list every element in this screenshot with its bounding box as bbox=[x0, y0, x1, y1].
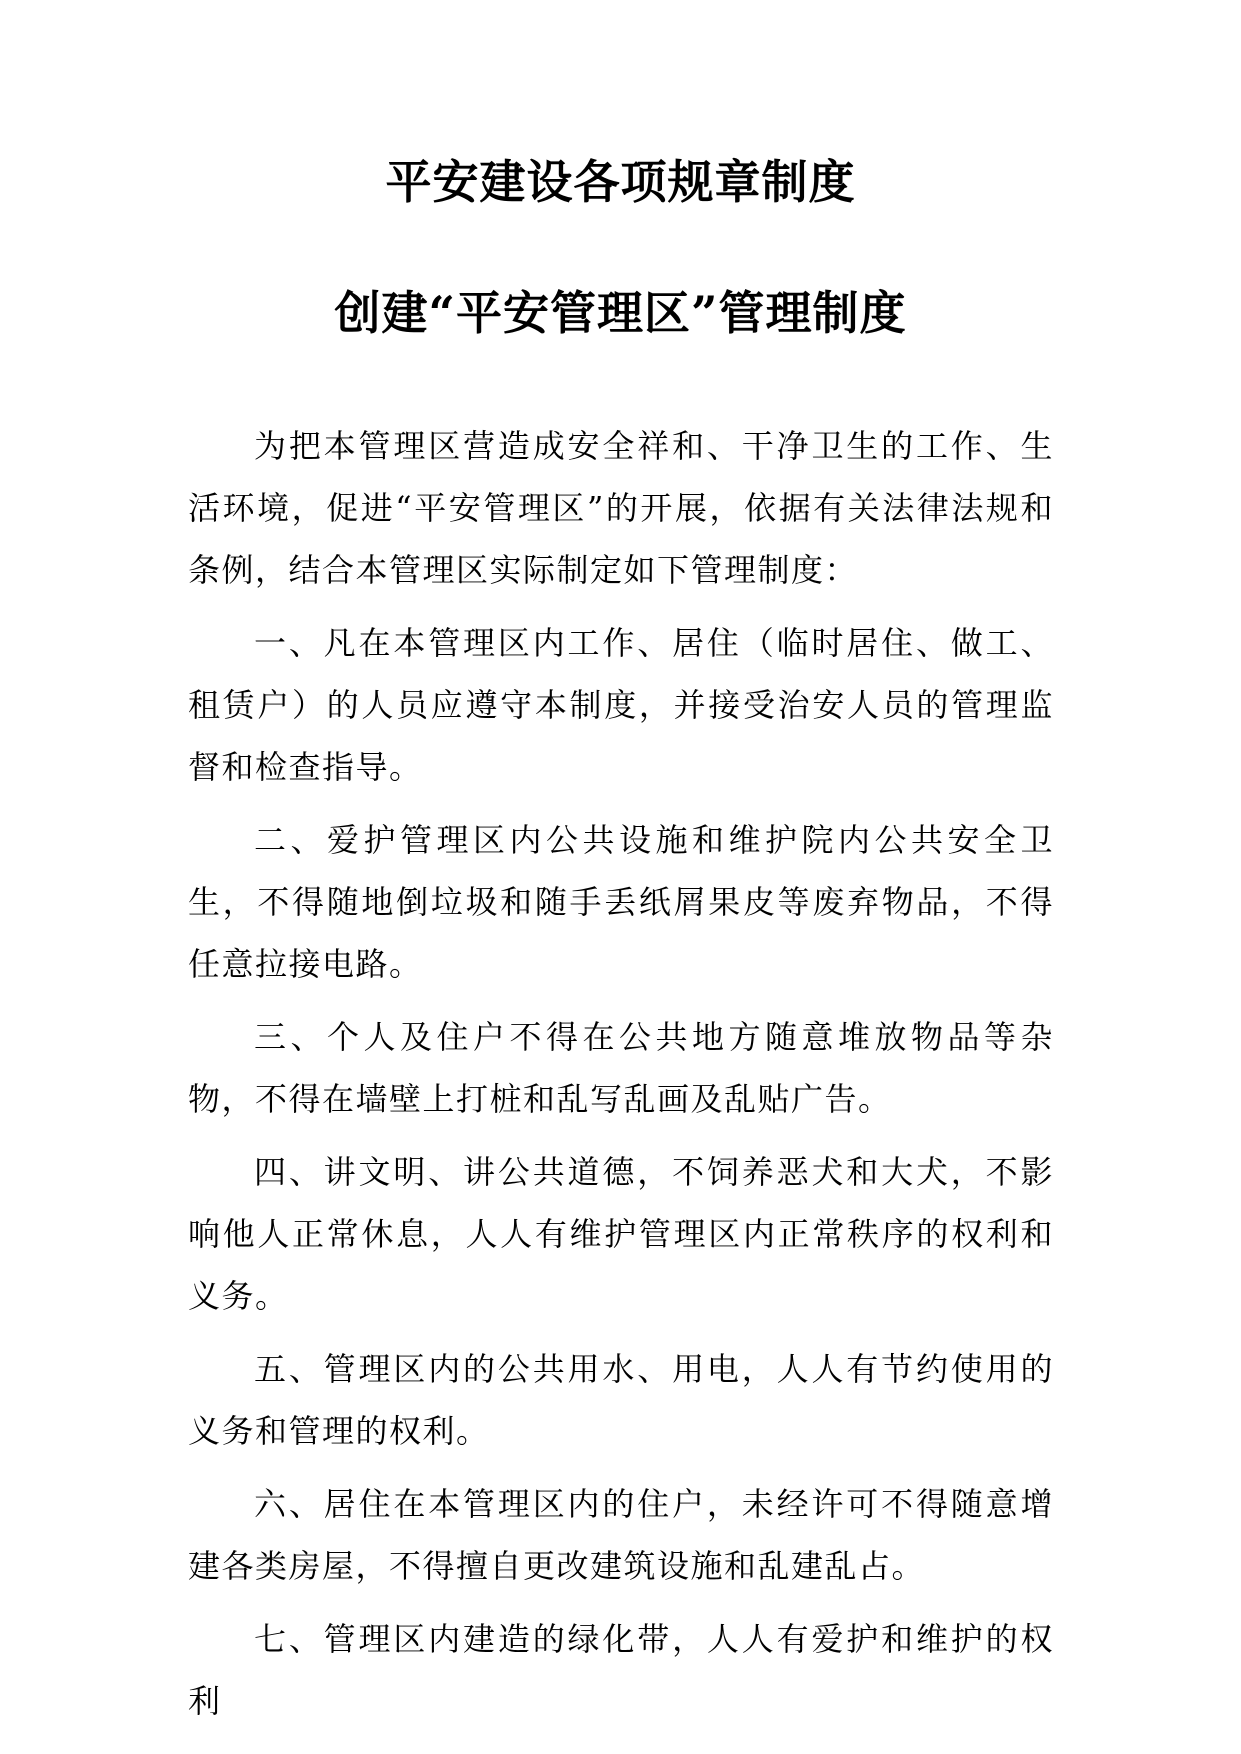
paragraph-rule-6: 六、居住在本管理区内的住户，未经许可不得随意增建各类房屋，不得擅自更改建筑设施和乱建乱占。 bbox=[188, 1485, 1054, 1585]
paragraph-rule-7: 七、管理区内建造的绿化带，人人有爱护和维护的权利 bbox=[188, 1620, 1054, 1720]
paragraph-rule-1: 一、凡在本管理区内工作、居住（临时居住、做工、租赁户）的人员应遵守本制度，并接受治安人员的管理监督和检查指导。 bbox=[188, 624, 1054, 786]
document-subtitle: 创建“平安管理区”管理制度 bbox=[334, 286, 907, 340]
paragraph-rule-5: 五、管理区内的公共用水、用电，人人有节约使用的义务和管理的权利。 bbox=[188, 1350, 1054, 1450]
document-title: 平安建设各项规章制度 bbox=[385, 155, 856, 209]
paragraph-rule-2: 二、爱护管理区内公共设施和维护院内公共安全卫生，不得随地倒垃圾和随手丢纸屑果皮等废弃物品，不得任意拉接电路。 bbox=[188, 821, 1054, 983]
paragraph-rule-3: 三、个人及住户不得在公共地方随意堆放物品等杂物，不得在墙壁上打桩和乱写乱画及乱贴广告。 bbox=[188, 1018, 1054, 1118]
document-body bbox=[188, 415, 1054, 1743]
paragraph-intro: 为把本管理区营造成安全祥和、干净卫生的工作、生活环境，促进“平安管理区”的开展，依据有关法律法规和条例，结合本管理区实际制定如下管理制度： bbox=[188, 427, 1054, 589]
paragraph-rule-4: 四、讲文明、讲公共道德，不饲养恶犬和大犬，不影响他人正常休息，人人有维护管理区内正常秩序的权利和义务。 bbox=[188, 1153, 1054, 1315]
